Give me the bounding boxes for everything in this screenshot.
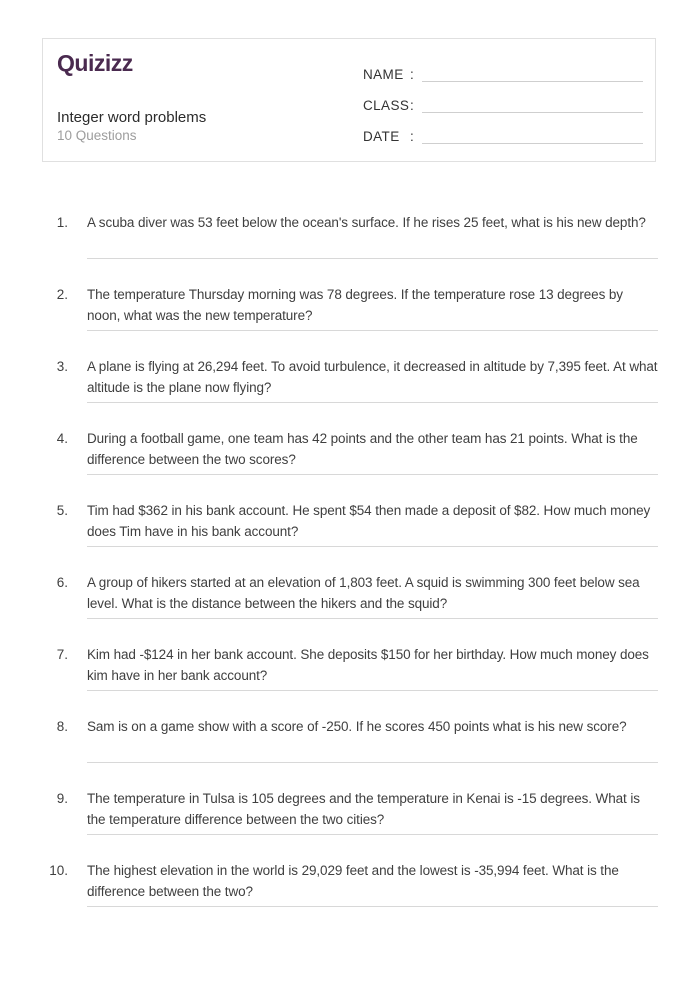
class-field-colon: :: [410, 98, 414, 113]
date-field-row: [363, 121, 643, 145]
question-row-8: [42, 716, 658, 763]
date-field-line[interactable]: [422, 132, 643, 144]
question-number: 6.: [56, 575, 68, 590]
question-list: [42, 212, 658, 932]
title-block: [57, 108, 206, 145]
question-number: 4.: [56, 431, 68, 446]
name-field-label: NAME: [363, 67, 404, 82]
name-field-line[interactable]: [422, 70, 643, 82]
class-field-label: CLASS: [363, 98, 410, 113]
question-row-7: [42, 644, 658, 691]
class-field-line[interactable]: [422, 101, 643, 113]
question-text-answer-line[interactable]: During a football game, one team has 42 points and the other team has 21 points. What is the difference between the two scores?: [87, 428, 658, 475]
worksheet-title: Integer word problems: [57, 109, 207, 126]
question-text-answer-line[interactable]: Tim had $362 in his bank account. He spent $54 then made a deposit of $82. How much money does Tim have in his bank account?: [87, 500, 658, 547]
question-row-5: [42, 500, 658, 547]
question-count: 10 Questions: [57, 128, 137, 143]
name-field-row: [363, 59, 643, 83]
question-row-4: [42, 428, 658, 475]
date-field-colon: :: [410, 129, 414, 144]
quizizz-logo: Quizizz: [57, 50, 133, 76]
student-info-fields: [363, 51, 643, 145]
worksheet-header: [42, 38, 656, 162]
date-field-label: DATE: [363, 129, 400, 144]
question-text-answer-line[interactable]: A group of hikers started at an elevation of 1,803 feet. A squid is swimming 300 feet below sea level. What is the distance between the hikers and the squid?: [87, 572, 658, 619]
question-number: 7.: [56, 647, 68, 662]
name-field-colon: :: [410, 67, 414, 82]
class-field-row: [363, 90, 643, 114]
question-number: 5.: [56, 503, 68, 518]
question-text-answer-line[interactable]: A scuba diver was 53 feet below the ocean's surface. If he rises 25 feet, what is his new depth?: [87, 212, 658, 259]
question-number: 3.: [56, 359, 68, 374]
question-number: 2.: [56, 287, 68, 302]
question-row-2: [42, 284, 658, 331]
question-number: 9.: [56, 791, 68, 806]
question-row-3: [42, 356, 658, 403]
question-row-10: [42, 860, 658, 907]
question-row-6: [42, 572, 658, 619]
question-text-answer-line[interactable]: Kim had -$124 in her bank account. She deposits $150 for her birthday. How much money does kim have in her bank account?: [87, 644, 658, 691]
question-text-answer-line[interactable]: Sam is on a game show with a score of -250. If he scores 450 points what is his new score?: [87, 716, 658, 763]
question-text-answer-line[interactable]: The temperature in Tulsa is 105 degrees and the temperature in Kenai is -15 degrees. What is the temperature difference between the two cities?: [87, 788, 658, 835]
question-number: 1.: [56, 215, 68, 230]
question-number: 8.: [56, 719, 68, 734]
question-text-answer-line[interactable]: The temperature Thursday morning was 78 degrees. If the temperature rose 13 degrees by noon, what was the new temperature?: [87, 284, 658, 331]
question-row-1: [42, 212, 658, 259]
header-left: [57, 51, 206, 145]
question-row-9: [42, 788, 658, 835]
question-text-answer-line[interactable]: The highest elevation in the world is 29,029 feet and the lowest is -35,994 feet. What is the difference between the two?: [87, 860, 658, 907]
question-number: 10.: [49, 863, 68, 878]
question-text-answer-line[interactable]: A plane is flying at 26,294 feet. To avoid turbulence, it decreased in altitude by 7,395 feet. At what altitude is the plane now flying?: [87, 356, 658, 403]
